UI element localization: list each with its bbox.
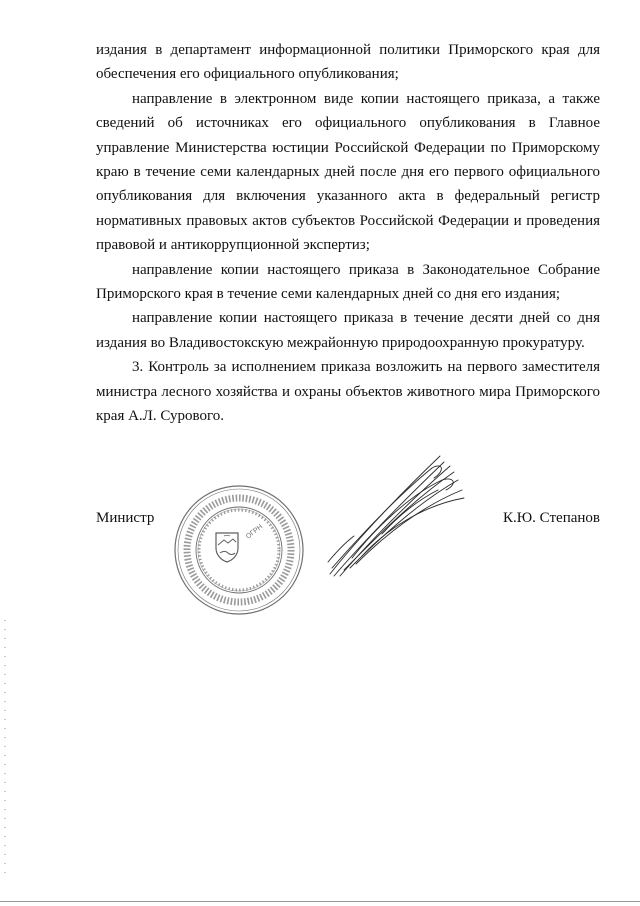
paragraph: направление копии настоящего приказа в течение десяти дней со дня издания во Владивостокскую межрайонную природоохранную прокуратуру. [96,310,600,351]
paragraph: направление в электронном виде копии настоящего приказа, а также сведений об источниках его официального опубликования в Главное управление Министерства юстиции Российской Федерации по Приморскому краю в течение семи календарных дней после дня его первого официального опубликования для включения указанного акта в федеральный регистр нормативных правовых актов субъектов Российской Федерации и проведения правовой и антикоррупционной экспертиз; [96,90,600,254]
position-title: Министр [96,510,155,526]
official-seal [172,483,306,617]
page-bottom-rule [0,901,640,902]
document-body [96,38,600,429]
signatory-name: К.Ю. Степанов [503,510,600,526]
paragraph: издания в департамент информационной политики Приморского края для обеспечения его официального опубликования; [96,42,600,83]
handwritten-signature [322,450,472,580]
coat-of-arms-icon [216,533,238,562]
paragraph: 3. Контроль за исполнением приказа возложить на первого заместителя министра лесного хозяйства и охраны объектов животного мира Приморского края А.Л. Сурового. [96,359,600,425]
seal-inner-text: ОГРН [244,523,265,541]
margin-marks [4,620,6,880]
paragraph: направление копии настоящего приказа в Законодательное Собрание Приморского края в течение семи календарных дней со дня его издания; [96,261,600,303]
